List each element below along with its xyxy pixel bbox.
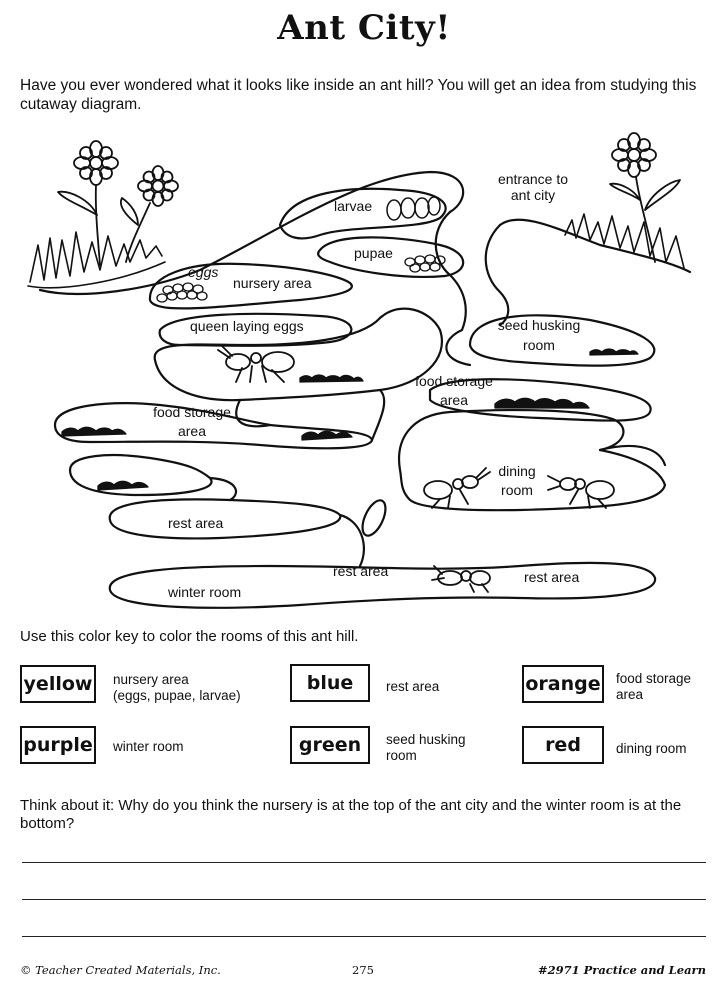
key-desc-purple: winter room bbox=[113, 739, 184, 754]
intro-text: Have you ever wondered what it looks like inside an ant hill? You will get an idea from studying this cutaway diagram. bbox=[20, 77, 697, 113]
ant-queen bbox=[218, 346, 294, 382]
key-color-purple: purple bbox=[20, 726, 96, 764]
page-title: Ant City! bbox=[277, 8, 451, 48]
answer-line-2[interactable] bbox=[22, 899, 706, 900]
small-chamber bbox=[358, 497, 390, 539]
answer-line-3[interactable] bbox=[22, 936, 706, 937]
label-food-storage-left: food storage area bbox=[153, 404, 231, 439]
flower-left-1 bbox=[58, 141, 118, 265]
key-color-green: green bbox=[290, 726, 370, 764]
ant-bottom bbox=[432, 566, 490, 592]
label-rest-area-middle: rest area bbox=[333, 563, 389, 579]
grass-right bbox=[565, 214, 684, 268]
key-desc-yellow: nursery area (eggs, pupae, larvae) bbox=[113, 672, 241, 703]
label-entrance: entrance to ant city bbox=[497, 171, 569, 203]
footer-copyright: © Teacher Created Materials, Inc. bbox=[20, 963, 221, 977]
key-desc-red: dining room bbox=[616, 741, 687, 756]
label-eggs: eggs bbox=[188, 264, 219, 280]
larvae-pile bbox=[387, 197, 440, 220]
label-seed-husking: seed husking room bbox=[497, 317, 581, 353]
label-nursery: nursery area bbox=[233, 275, 312, 291]
label-food-storage-right: food storage area bbox=[415, 373, 493, 408]
key-desc-blue: rest area bbox=[386, 679, 440, 694]
question-text: Think about it: Why do you think the nursery is at the top of the ant city and the winter room is at the bottom? bbox=[20, 797, 682, 832]
label-larvae: larvae bbox=[334, 198, 373, 214]
rest-area-left-chamber bbox=[110, 499, 341, 538]
label-rest-area-left: rest area bbox=[168, 515, 224, 531]
entrance-tunnel bbox=[436, 212, 466, 330]
key-color-red: red bbox=[522, 726, 604, 764]
ant-dining-1 bbox=[424, 468, 490, 508]
footer-page-number: 275 bbox=[352, 963, 374, 977]
egg-pile bbox=[157, 283, 207, 302]
flower-left-2 bbox=[121, 166, 178, 262]
label-rest-area-right: rest area bbox=[524, 569, 580, 585]
key-desc-green: seed husking room bbox=[386, 732, 466, 763]
flower-right bbox=[610, 133, 680, 262]
label-dining: dining room bbox=[498, 463, 536, 498]
label-pupae: pupae bbox=[354, 245, 393, 261]
footer-book-title: #2971 Practice and Learn bbox=[538, 963, 706, 977]
key-color-orange: orange bbox=[522, 665, 604, 703]
key-instruction: Use this color key to color the rooms of this ant hill. bbox=[20, 628, 359, 645]
key-color-yellow: yellow bbox=[20, 665, 96, 703]
label-winter-room: winter room bbox=[168, 584, 242, 600]
left-tunnel bbox=[70, 455, 212, 495]
ant-dining-2 bbox=[548, 476, 614, 508]
key-desc-orange: food storage area bbox=[616, 671, 692, 702]
answer-line-1[interactable] bbox=[22, 862, 706, 863]
label-queen: queen laying eggs bbox=[190, 318, 304, 334]
key-color-blue: blue bbox=[290, 664, 370, 702]
grass-left bbox=[28, 232, 165, 288]
